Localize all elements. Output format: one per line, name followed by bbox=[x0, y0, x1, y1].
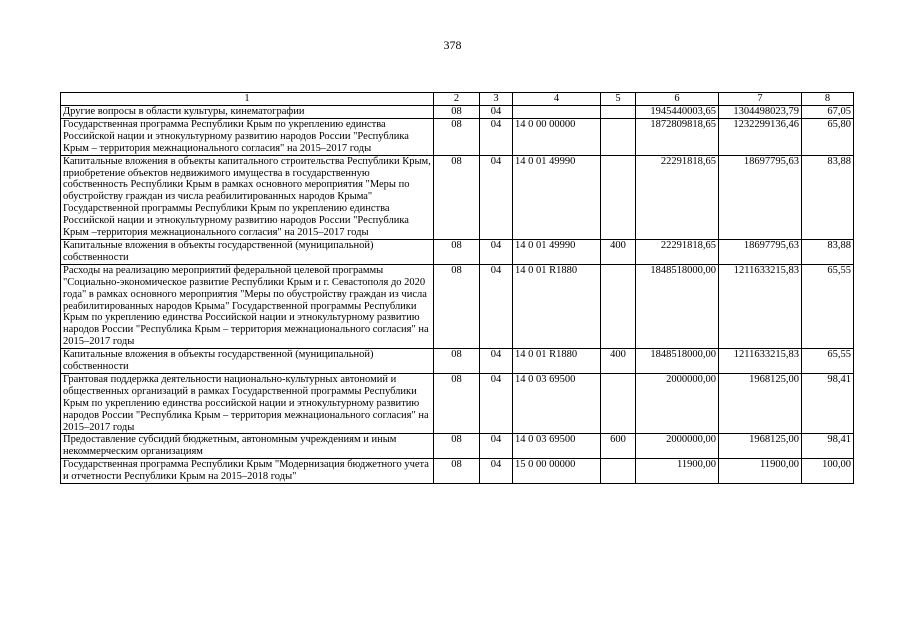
subsection-code: 04 bbox=[480, 106, 513, 119]
executed-amount: 1304498023,79 bbox=[719, 106, 802, 119]
column-header: 4 bbox=[513, 93, 601, 106]
row-description: Капитальные вложения в объекты государственной (муниципальной) собственности bbox=[61, 239, 434, 264]
execution-percent: 100,00 bbox=[802, 459, 854, 484]
row-description: Государственная программа Республики Крым "Модернизация бюджетного учета и отчетности Республики Крым на 2015–2018 годы" bbox=[61, 459, 434, 484]
section-code: 08 bbox=[434, 349, 480, 374]
row-description: Другие вопросы в области культуры, кинематографии bbox=[61, 106, 434, 119]
expense-type-code bbox=[601, 264, 636, 348]
expense-type-code bbox=[601, 106, 636, 119]
table-row bbox=[61, 373, 854, 434]
target-article-code: 15 0 00 00000 bbox=[513, 459, 601, 484]
table-row bbox=[61, 155, 854, 239]
execution-percent: 65,80 bbox=[802, 118, 854, 155]
target-article-code bbox=[513, 106, 601, 119]
executed-amount: 18697795,63 bbox=[719, 239, 802, 264]
page-number: 378 bbox=[443, 38, 462, 52]
execution-percent: 65,55 bbox=[802, 349, 854, 374]
table-row bbox=[61, 106, 854, 119]
executed-amount: 1211633215,83 bbox=[719, 349, 802, 374]
target-article-code: 14 0 01 49990 bbox=[513, 239, 601, 264]
execution-percent: 83,88 bbox=[802, 239, 854, 264]
planned-amount: 1848518000,00 bbox=[636, 349, 719, 374]
executed-amount: 1968125,00 bbox=[719, 373, 802, 434]
section-code: 08 bbox=[434, 459, 480, 484]
column-header: 8 bbox=[802, 93, 854, 106]
target-article-code: 14 0 01 R1880 bbox=[513, 349, 601, 374]
section-code: 08 bbox=[434, 434, 480, 459]
row-description: Государственная программа Республики Крым по укреплению единства Российской нации и этнокультурному развитию народов России "Республика Крым – территория межнационального согласия" на 2015–2017 годы bbox=[61, 118, 434, 155]
expense-type-code bbox=[601, 373, 636, 434]
subsection-code: 04 bbox=[480, 349, 513, 374]
executed-amount: 1211633215,83 bbox=[719, 264, 802, 348]
row-description: Грантовая поддержка деятельности национально-культурных автономий и общественных организаций в рамках Государственной программы Республики Крым по укреплению единства российской нации и этнокультурному развитию народов России "Республика Крым – территория межнационального согласия" на 2015–2017 годы bbox=[61, 373, 434, 434]
execution-percent: 65,55 bbox=[802, 264, 854, 348]
column-header: 7 bbox=[719, 93, 802, 106]
section-code: 08 bbox=[434, 155, 480, 239]
row-description: Расходы на реализацию мероприятий федеральной целевой программы "Социально-экономическое развитие Республики Крым и г. Севастополя до 2020 года" в рамках основного мероприятия "Меры по обустройству граждан из числа реабилитированных народов Крыма" Государственной программы Республики Крым по укреплению единства Российской нации и этнокультурному развитию народов России "Республика Крым – территория межнационального согласия" на 2015–2017 годы bbox=[61, 264, 434, 348]
planned-amount: 2000000,00 bbox=[636, 434, 719, 459]
expense-type-code bbox=[601, 459, 636, 484]
column-header: 3 bbox=[480, 93, 513, 106]
expense-type-code bbox=[601, 118, 636, 155]
subsection-code: 04 bbox=[480, 434, 513, 459]
expense-type-code: 400 bbox=[601, 239, 636, 264]
subsection-code: 04 bbox=[480, 155, 513, 239]
expense-type-code: 600 bbox=[601, 434, 636, 459]
section-code: 08 bbox=[434, 106, 480, 119]
execution-percent: 98,41 bbox=[802, 434, 854, 459]
executed-amount: 18697795,63 bbox=[719, 155, 802, 239]
planned-amount: 22291818,65 bbox=[636, 155, 719, 239]
section-code: 08 bbox=[434, 118, 480, 155]
subsection-code: 04 bbox=[480, 459, 513, 484]
table-row bbox=[61, 459, 854, 484]
execution-percent: 98,41 bbox=[802, 373, 854, 434]
planned-amount: 1848518000,00 bbox=[636, 264, 719, 348]
section-code: 08 bbox=[434, 239, 480, 264]
row-description: Капитальные вложения в объекты капитального строительства Республики Крым, приобретение объектов недвижимого имущества в государственную собственность Республики Крым в рамках основного мероприятия "Меры по обустройству граждан из числа реабилитированных народов Крыма" Государственной программы Республики Крым по укреплению единства Российской нации и этнокультурному развитию народов России "Республика Крым –территория межнационального согласия" на 2015–2017 годы bbox=[61, 155, 434, 239]
execution-percent: 83,88 bbox=[802, 155, 854, 239]
subsection-code: 04 bbox=[480, 373, 513, 434]
table-row bbox=[61, 264, 854, 348]
target-article-code: 14 0 00 00000 bbox=[513, 118, 601, 155]
target-article-code: 14 0 01 49990 bbox=[513, 155, 601, 239]
execution-percent: 67,05 bbox=[802, 106, 854, 119]
executed-amount: 1232299136,46 bbox=[719, 118, 802, 155]
table-row bbox=[61, 118, 854, 155]
table-header-row bbox=[61, 93, 854, 106]
section-code: 08 bbox=[434, 373, 480, 434]
target-article-code: 14 0 03 69500 bbox=[513, 373, 601, 434]
subsection-code: 04 bbox=[480, 264, 513, 348]
table-row bbox=[61, 239, 854, 264]
column-header: 5 bbox=[601, 93, 636, 106]
planned-amount: 1872809818,65 bbox=[636, 118, 719, 155]
column-header: 6 bbox=[636, 93, 719, 106]
planned-amount: 22291818,65 bbox=[636, 239, 719, 264]
table-row bbox=[61, 349, 854, 374]
section-code: 08 bbox=[434, 264, 480, 348]
column-header: 2 bbox=[434, 93, 480, 106]
budget-table bbox=[60, 92, 854, 484]
planned-amount: 2000000,00 bbox=[636, 373, 719, 434]
row-description: Предоставление субсидий бюджетным, автономным учреждениям и иным некоммерческим организациям bbox=[61, 434, 434, 459]
target-article-code: 14 0 03 69500 bbox=[513, 434, 601, 459]
executed-amount: 11900,00 bbox=[719, 459, 802, 484]
planned-amount: 11900,00 bbox=[636, 459, 719, 484]
table-row bbox=[61, 434, 854, 459]
subsection-code: 04 bbox=[480, 239, 513, 264]
column-header: 1 bbox=[61, 93, 434, 106]
expense-type-code bbox=[601, 155, 636, 239]
expense-type-code: 400 bbox=[601, 349, 636, 374]
target-article-code: 14 0 01 R1880 bbox=[513, 264, 601, 348]
row-description: Капитальные вложения в объекты государственной (муниципальной) собственности bbox=[61, 349, 434, 374]
subsection-code: 04 bbox=[480, 118, 513, 155]
planned-amount: 1945440003,65 bbox=[636, 106, 719, 119]
executed-amount: 1968125,00 bbox=[719, 434, 802, 459]
